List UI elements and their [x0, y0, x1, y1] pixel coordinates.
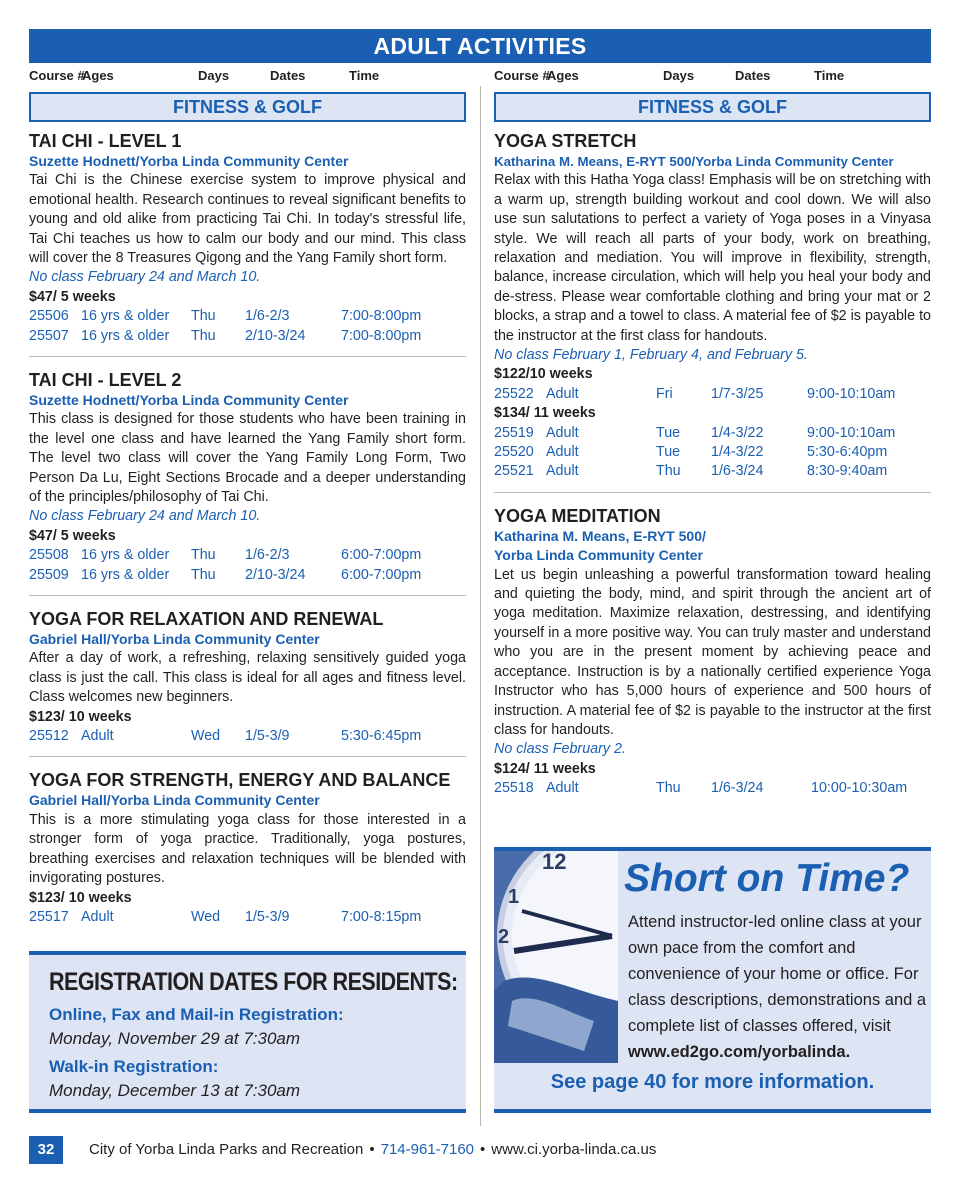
- promo-body: Attend instructor-led online class at your own pace from the comfort and convenience of your home or office. For class descriptions, demonstrations and a complete list of classes offered, visit: [628, 913, 927, 1035]
- session-dates: 1/6-3/24: [711, 463, 764, 480]
- session-time: 9:00-10:10am: [807, 424, 896, 441]
- session-ages: Adult: [81, 908, 114, 925]
- course-yoga-strength: [29, 769, 466, 927]
- course-price: $47/ 5 weeks: [29, 288, 116, 305]
- course-tai-chi-1: [29, 130, 466, 346]
- divider: [494, 492, 931, 493]
- hdr-ages: Ages: [82, 68, 114, 83]
- session-course: 25509: [29, 566, 69, 583]
- footer-website[interactable]: www.ci.yorba-linda.ca.us: [491, 1141, 657, 1158]
- session-time: 7:00-8:00pm: [341, 327, 422, 344]
- course-price: $47/ 5 weeks: [29, 527, 116, 544]
- session-row: [494, 443, 931, 462]
- course-description: This is a more stimulating yoga class for those interested in a stronger form of yoga practice. Traditionally, yoga postures, breathing exercises and relaxation techniques will be blended with invigorating postures.: [29, 811, 466, 887]
- session-day: Thu: [656, 463, 681, 480]
- registration-box: [29, 951, 466, 1113]
- session-time: 10:00-10:30am: [811, 780, 908, 797]
- session-course: 25522: [494, 385, 534, 402]
- course-yoga-stretch: [494, 130, 931, 482]
- session-dates: 1/6-2/3: [245, 308, 290, 325]
- course-description: Let us begin unleashing a powerful transformation toward healing and quieting the body, mind, and spirit through the ancient art of yoga meditation. Maximize relaxation, destressing, and identifying yourself in a more positive way. You can truly master and understand who you are in the present moment by achieving peace and acceptance. Instruction is by a nationally certified experience Yoga Instructor who has 5,000 hours of experience and 500 hours of instruction. A material fee of $2 is payable to the instructor at the first class for handouts.: [494, 566, 931, 738]
- session-day: Fri: [656, 385, 673, 402]
- course-yoga-relaxation: [29, 608, 466, 746]
- right-column: [494, 92, 931, 799]
- course-description: Relax with this Hatha Yoga class! Emphasis will be on stretching with a warm up, strength building workout and cool down. We will also use sun salutations to perfect a variety of Yoga poses in a Vinyasa style. We will reach all parts of your body, work on breathing, relaxation and mediation. You will improve in flexibility, strength, balance, increase circulation, which will help you heal your body and de-stress. Please wear comfortable clothing and bring your mat or 2 blocks, a strap and a towel to class. A material fee of $2 is payable to the instructor at the first class for handouts.: [494, 172, 931, 344]
- course-title: YOGA FOR RELAXATION AND RENEWAL: [29, 609, 384, 630]
- divider: [29, 595, 466, 596]
- session-dates: 1/7-3/25: [711, 385, 764, 402]
- course-instructor: Suzette Hodnett/Yorba Linda Community Center: [29, 153, 349, 169]
- session-ages: Adult: [81, 728, 114, 745]
- course-instructor: Katharina M. Means, E-RYT 500/: [494, 527, 706, 544]
- course-title: YOGA STRETCH: [494, 131, 637, 151]
- footer-org: City of Yorba Linda Parks and Recreation: [89, 1141, 364, 1158]
- footer-text: [89, 1141, 656, 1158]
- session-row: [29, 566, 466, 585]
- hdr-dates: Dates: [270, 68, 306, 83]
- session-ages: 16 yrs & older: [81, 566, 170, 583]
- session-course: 25512: [29, 728, 69, 745]
- page-number: 32: [29, 1136, 63, 1164]
- session-row: [29, 727, 466, 746]
- column-divider: [480, 86, 481, 1126]
- session-day: Thu: [656, 780, 681, 797]
- session-time: 5:30-6:40pm: [807, 444, 888, 461]
- course-instructor: Suzette Hodnett/Yorba Linda Community Center: [29, 392, 349, 409]
- session-day: Wed: [191, 908, 221, 925]
- online-registration-label: Online, Fax and Mail-in Registration:: [49, 1005, 344, 1024]
- svg-text:12: 12: [542, 851, 567, 874]
- svg-text:1: 1: [508, 886, 520, 908]
- divider: [29, 356, 466, 357]
- session-dates: 1/4-3/22: [711, 424, 764, 441]
- session-dates: 2/10-3/24: [245, 327, 306, 344]
- course-title: YOGA FOR STRENGTH, ENERGY AND BALANCE: [29, 770, 451, 791]
- session-row: [29, 546, 466, 565]
- footer-bullet: •: [480, 1141, 486, 1158]
- session-row: [29, 908, 466, 927]
- course-instructor: Katharina M. Means, E-RYT 500/Yorba Linda Community Center: [494, 154, 894, 169]
- session-ages: 16 yrs & older: [81, 547, 170, 564]
- svg-text:2: 2: [498, 926, 510, 948]
- promo-heading: Short on Time?: [624, 857, 910, 900]
- promo-url-link[interactable]: www.ed2go.com/yorbalinda.: [628, 1043, 851, 1061]
- session-day: Thu: [191, 566, 216, 583]
- online-registration-date: Monday, November 29 at 7:30am: [49, 1029, 301, 1048]
- session-time: 7:00-8:15pm: [341, 908, 422, 925]
- course-note: No class February 24 and March 10.: [29, 269, 261, 286]
- course-price: $124/ 11 weeks: [494, 760, 596, 777]
- session-course: 25508: [29, 547, 69, 564]
- course-price: $123/ 10 weeks: [29, 889, 132, 906]
- session-time: 9:00-10:10am: [807, 385, 896, 402]
- course-price: $134/ 11 weeks: [494, 405, 596, 422]
- session-day: Tue: [656, 424, 681, 441]
- column-header-right: [494, 68, 931, 86]
- hdr-ages: Ages: [547, 68, 579, 83]
- hdr-days: Days: [198, 68, 230, 83]
- course-instructor-location: Yorba Linda Community Center: [494, 547, 703, 564]
- session-course: 25521: [494, 463, 534, 480]
- footer-phone: 714-961-7160: [380, 1141, 475, 1158]
- hdr-dates: Dates: [735, 68, 771, 83]
- registration-heading: REGISTRATION DATES FOR RESIDENTS:: [49, 968, 458, 996]
- session-course: 25519: [494, 424, 534, 441]
- hdr-time: Time: [814, 68, 845, 83]
- session-day: Thu: [191, 327, 216, 344]
- course-instructor: Gabriel Hall/Yorba Linda Community Center: [29, 792, 320, 809]
- course-note: No class February 24 and March 10.: [29, 508, 261, 525]
- session-row: [494, 462, 931, 481]
- promo-text: [628, 909, 928, 1065]
- session-ages: Adult: [546, 424, 579, 441]
- course-description: Tai Chi is the Chinese exercise system to improve physical and emotional health. Research continues to reveal significant benefits to young and old alike from practicing Tai Chi. In today's stressful life, Tai Chi teaches us how to calm our body and our mind. This class will cover the 8 Treasures Qigong and the Yang Family short form.: [29, 172, 466, 267]
- footer-bullet: •: [369, 1141, 375, 1158]
- hdr-course: Course #: [494, 68, 550, 83]
- course-tai-chi-2: [29, 369, 466, 585]
- session-day: Thu: [191, 308, 216, 325]
- divider: [29, 756, 466, 757]
- session-course: 25507: [29, 327, 69, 344]
- session-ages: Adult: [546, 463, 579, 480]
- session-course: 25506: [29, 308, 69, 325]
- hdr-time: Time: [349, 68, 380, 83]
- course-price: $123/ 10 weeks: [29, 708, 132, 725]
- session-ages: Adult: [546, 780, 579, 797]
- session-course: 25518: [494, 780, 534, 797]
- session-dates: 1/6-3/24: [711, 780, 764, 797]
- course-instructor: Gabriel Hall/Yorba Linda Community Center: [29, 631, 320, 648]
- section-banner: ADULT ACTIVITIES: [29, 29, 931, 63]
- hdr-course: Course #: [29, 68, 85, 83]
- course-title: TAI CHI - LEVEL 1: [29, 131, 182, 151]
- session-ages: Adult: [546, 444, 579, 461]
- course-price: $122/10 weeks: [494, 366, 593, 383]
- session-dates: 1/5-3/9: [245, 728, 290, 745]
- session-time: 7:00-8:00pm: [341, 308, 422, 325]
- session-time: 8:30-9:40am: [807, 463, 888, 480]
- session-ages: Adult: [546, 385, 579, 402]
- column-header-left: [29, 68, 466, 86]
- session-time: 6:00-7:00pm: [341, 566, 422, 583]
- clock-photo: [494, 851, 618, 1063]
- course-note: No class February 1, February 4, and February 5.: [494, 347, 808, 364]
- session-row: [494, 779, 931, 798]
- course-title: TAI CHI - LEVEL 2: [29, 370, 182, 391]
- session-ages: 16 yrs & older: [81, 308, 170, 325]
- session-dates: 1/5-3/9: [245, 908, 290, 925]
- category-header: FITNESS & GOLF: [494, 92, 931, 122]
- session-day: Wed: [191, 728, 221, 745]
- session-day: Tue: [656, 444, 681, 461]
- session-time: 6:00-7:00pm: [341, 547, 422, 564]
- session-day: Thu: [191, 547, 216, 564]
- online-class-promo: [494, 847, 931, 1113]
- session-dates: 2/10-3/24: [245, 566, 306, 583]
- course-note: No class February 2.: [494, 741, 626, 758]
- session-time: 5:30-6:45pm: [341, 728, 422, 745]
- session-course: 25520: [494, 444, 534, 461]
- category-header: FITNESS & GOLF: [29, 92, 466, 122]
- session-ages: 16 yrs & older: [81, 327, 170, 344]
- left-column: [29, 92, 466, 927]
- walkin-registration-label: Walk-in Registration:: [49, 1057, 219, 1076]
- course-yoga-meditation: [494, 505, 931, 799]
- page-footer: [29, 1136, 931, 1164]
- course-description: This class is designed for those students who have been training in the level one class and have learned the Yang Family short form. The level two class will cover the Yang Family Long Form, Two Person Da Lu, Eight Sections Brocade and a deeper understanding of the principles/philosophy of Tai Chi.: [29, 411, 466, 506]
- hdr-days: Days: [663, 68, 695, 83]
- session-row: [494, 424, 931, 443]
- session-row: [494, 385, 931, 404]
- session-dates: 1/6-2/3: [245, 547, 290, 564]
- promo-cta: See page 40 for more information.: [550, 1071, 875, 1093]
- course-title: YOGA MEDITATION: [494, 505, 661, 526]
- course-description: After a day of work, a refreshing, relaxing sensitively guided yoga class is just the call. This class is ideal for all ages and fitness level. Class welcomes new beginners.: [29, 650, 466, 706]
- walkin-registration-date: Monday, December 13 at 7:30am: [49, 1081, 301, 1100]
- clock-illustration: [494, 851, 618, 1063]
- session-course: 25517: [29, 908, 69, 925]
- session-dates: 1/4-3/22: [711, 444, 764, 461]
- session-row: [29, 327, 466, 346]
- session-row: [29, 307, 466, 326]
